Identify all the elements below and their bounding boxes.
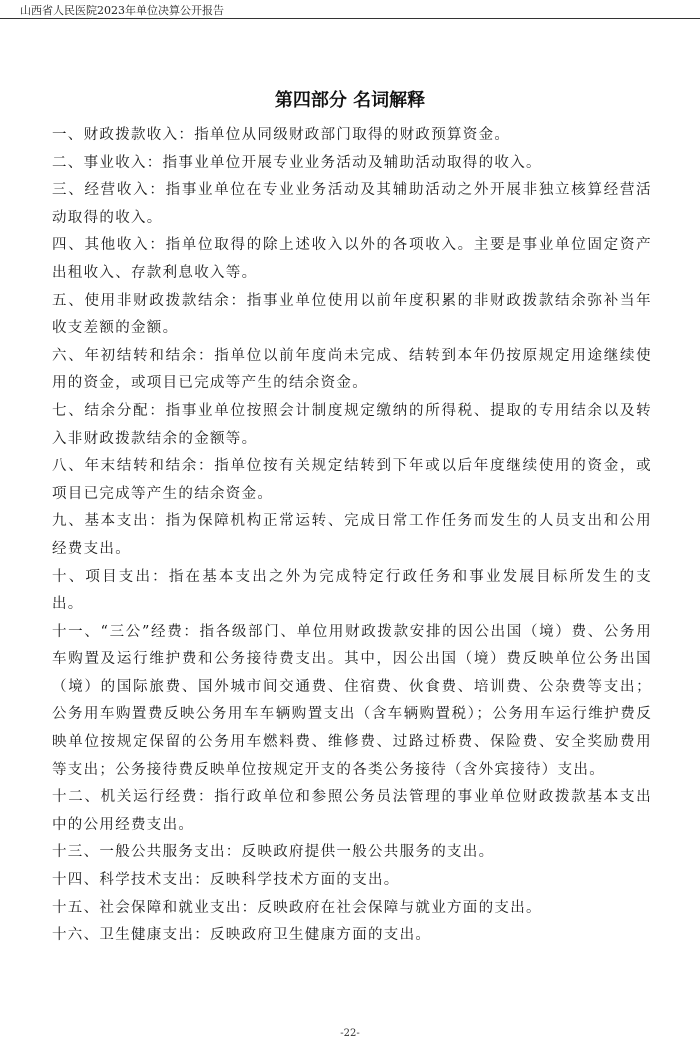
glossary-entry: 二、事业收入：指事业单位开展专业业务活动及辅助活动取得的收入。	[52, 154, 542, 171]
glossary-entry: 八、年末结转和结余：指单位按有关规定结转到下年或以后年度继续使用的资金，或项目已完成等产生的结余资金。	[52, 458, 652, 502]
page-number: -22-	[340, 1028, 360, 1039]
glossary-entry: 十二、机关运行经费：指行政单位和参照公务员法管理的事业单位财政拨款基本支出中的公用经费支出。	[52, 789, 652, 833]
glossary-entry: 一、财政拨款收入：指单位从同级财政部门取得的财政预算资金。	[52, 127, 511, 143]
glossary-entry: 四、其他收入：指单位取得的除上述收入以外的各项收入。主要是事业单位固定资产出租收入、存款利息收入等。	[52, 237, 652, 281]
glossary-entry: 十一、“三公”经费：指各级部门、单位用财政拨款安排的因公出国（境）费、公务用车购置及运行维护费和公务接待费支出。其中，因公出国（境）费反映单位公务出国（境）的国际旅费、国外城市间交通费、住宿费、伙食费、培训费、公杂费等支出；公务用车购置费反映公务用车车辆购置支出（含车辆购置税）；公务用车运行维护费反映单位按规定保留的公务用车燃料费、维修费、过路过桥费、保险费、安全奖励费用等支出；公务接待费反映单位按规定开支的各类公务接待（含外宾接待）支出。	[52, 623, 652, 778]
section-title: 第四部分 名词解释	[274, 90, 426, 111]
running-header: 山西省人民医院2023年单位决算公开报告	[20, 4, 224, 17]
glossary-entry: 五、使用非财政拨款结余：指事业单位使用以前年度积累的非财政拨款结余弥补当年收支差额的金额。	[52, 292, 652, 337]
glossary-entry: 十六、卫生健康支出：反映政府卫生健康方面的支出。	[52, 927, 432, 944]
glossary-entry: 九、基本支出：指为保障机构正常运转、完成日常工作任务而发生的人员支出和公用经费支出。	[52, 513, 652, 557]
glossary-body	[52, 122, 652, 950]
glossary-entry: 十四、科学技术支出：反映科学技术方面的支出。	[52, 872, 400, 889]
glossary-entry: 六、年初结转和结余：指单位以前年度尚未完成、结转到本年仍按原规定用途继续使用的资金，或项目已完成等产生的结余资金。	[52, 347, 652, 392]
glossary-entry: 七、结余分配：指事业单位按照会计制度规定缴纳的所得税、提取的专用结余以及转入非财政拨款结余的金额等。	[52, 402, 652, 447]
glossary-entry: 十三、一般公共服务支出：反映政府提供一般公共服务的支出。	[52, 844, 495, 861]
header-divider	[0, 18, 700, 19]
glossary-entry: 十五、社会保障和就业支出：反映政府在社会保障与就业方面的支出。	[52, 899, 542, 916]
glossary-entry: 十、项目支出：指在基本支出之外为完成特定行政任务和事业发展目标所发生的支出。	[52, 568, 652, 613]
glossary-entry: 三、经营收入：指事业单位在专业业务活动及其辅助活动之外开展非独立核算经营活动取得的收入。	[52, 182, 652, 226]
